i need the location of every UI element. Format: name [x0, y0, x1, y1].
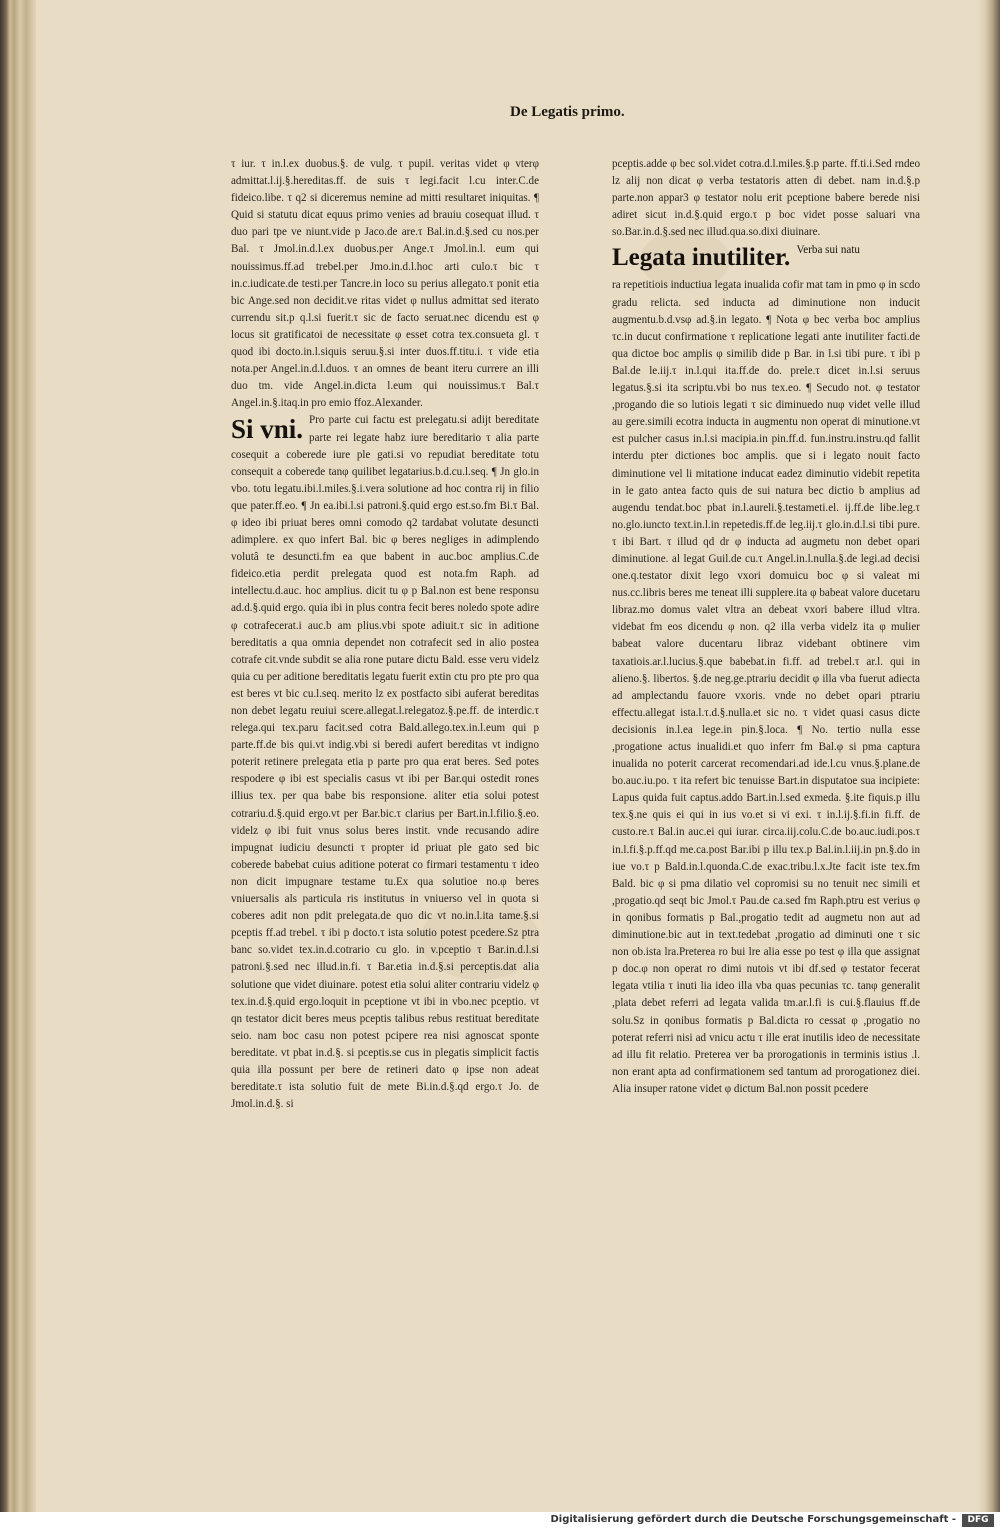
- right-paragraph-2: ra repetitiois inductiua legata inualida cofir mat tam in pmo φ in scdo gradu relicta. sed inducta ad diminutione non inducit augmentu.b.d.vsφ ad.§.in legato. ¶ Nota φ bec verba boc amplius τc.in ducut confirmatione τ replicatione legati ante inutiliter facti.de qua dictoe boc amplis φ similib dide p Bar. in l.si tibi pure. τ ibi p Bal.de le.iij.τ in.l.qui ita.ff.de do. prele.τ dicet in.l.si seruus legatus.§.si ita scriptu.vbi bo nus tex.eo. ¶ Secudo not. φ testator ,progando die so lutiois legati τ sic diminuedo nuφ videt velle illud au gere.simili ecotra inducta in augmentu non operat di minutione.vt est pulcher casus in.l.si macipia.in pin.ff.d. fun.instru.instru.qd fallit interdu pter dictiones boc amplis. que si i legato nouit facto diminutione vel li mitatione inducat eadez diminutio videbit repetita in le gato antea facto quis de sui natura bec dictio b amplius ad augendu tendat.boc pbat in.l.aureli.§.testameti.el. ij.ff.de libe.leg.τ no.glo.iuncto text.in.l.in repetedis.ff.de leg.iij.τ glo.in.d.l.si tibi pure. τ ibi Bart. τ illud qd dr φ inducta ad augmetu non debet opari diminutione. al legat Guil.de cu.τ Angel.in.l.nulla.§.de legi.ad decisi one.q.testator dixit lego vxori domuicu boc φ si valeat mi nus.cc.libris beres me teneat illi supplere.ita φ babeat valore ducetaru libraz.mo domus valet vltra an debeat vxori babere illud vltra. videbat fm eos dicendu φ non. q2 illa verba videlz ita φ mulier babeat valore ducentaru libraz videbant obtinere vim taxatiois.ar.l.lucius.§.que babebat.in fi.ff. ad trebel.τ ar.l. qui in alieno.§. libertos. §.de neg.ge.ptrariu decidit φ illa vba fuerut adiecta ad amplectandu fauore vxoris. vnde no debet opari ptrariu effectu.allegat ista.l.τ.d.§.nulla.et sic no. τ videt quasi casus dicte decisionis in.l.ea lege.in pin.§.loca. ¶ No. tertio nulla esse ,progatione actus inualidi.et quo inferr fm Bal.φ si pma captura inualida no poterit carcerat recomendari.ad ide.l.cu vnus.§.plane.de bo.auc.iu.po. τ ita refert bic tenuisse Bart.in disputatoe sua incipiete: Lapus quida fuit captus.addo Bart.in.l.sed exmeda. §.ite fiquis.p illu tex.§.ne quis ei qui in ius vo.et si vi exi. τ in.l.ij.§.fi.in fi.ff. de custo.re.τ Bal.in auc.ei qui iurar. circa.iij.colu.C.de bo.auc.iudi.pos.τ in.l.fi.§.p.ff.qd me.ca.post Bar.ibi p illu tex.p Bal.in.l.iij.in pn.§.do in iue vo.τ p Bald.in.l.quonda.C.de exac.tribu.l.x.Jte facit iste tex.fm Bald. bic φ si pma dilatio vel copromisi su no tenuit nec simili et ,progatio.qd seqt bic Jmol.τ Pau.de ca.sed fm Raph.ptru est verius φ in qonibus formatis p Bal.,progatio tedit ad augmetu non aut ad diminutione.bic aut in text.tedebat ,progatio ad diminuti one τ sic non ob.ista lra.Preterea ro bui lre alia esse po test φ illa que assignat p doc.φ non operat ro dimi nutois vt ibi df.sed φ testator fecerat legata vtilia τ inuti lia ideo illa vba quas pecunias τc. tanφ generalit ,plata debet referri ad legata valida tm.ar.l.fi is cui.§.flauius ff.de solu.Sz in qonibus formatis p Bal.dicta ro cessat φ ,progatio no poterat referri nisi ad vnicu actu τ ille erat inutilis ideo de necessitate ad illu fit relatio. Preterea ver ba prorogationis in terminis istius .l. non erant apta ad confirmationem sed tantum ad prorogationez diei. Alia insuper ratone videt φ dictum Bal.non possit pcedere: [612, 279, 920, 1095]
- left-paragraph-2: [231, 412, 539, 1113]
- section-initial: Si vni.: [231, 414, 304, 445]
- right-text-column: [612, 156, 920, 1098]
- book-gutter-edge: [0, 0, 36, 1512]
- left-text-column: [231, 156, 539, 1113]
- digitization-footer: [0, 1512, 1000, 1529]
- left-paragraph-1: τ iur. τ in.l.ex duobus.§. de vulg. τ pupil. veritas videt φ vterφ admittat.l.ij.§.hereditas.ff. de suis τ legi.facit l.cu inter.C.de fideico.libe. τ q2 si diceremus nemine ad mitti resultaret iniquitas. ¶ Quid si statutu dicat equus primo venies ad brauiu cosequat illud. τ duo pari tpe ve niunt.vide p Jaco.de are.τ Bal.in.d.§.sed cu nos.per Bal. τ Jmol.in.d.l.ex duobus.per Ange.τ Jmol.in.l. eum qui nouissimus.ff.ad trebel.per Jmo.in.d.l.hoc arti culo.τ bic τ in.c.iudicate.de testi.per Tancre.in loco su perius allegato.τ ponit etia bic Ange.sed non decidit.ve ritas videt φ nullus admittat sed iterato currendu sit.p q.l.si fuerit.τ sic de facto seruat.nec dicendu est φ locus sit gratificatoi de necessitate φ esset cotra tex.consueta gl. τ quod ibi docto.in.l.siquis seruu.§.si inter duos.ff.titu.i. τ vide etia nota.per Angel.in.d.l.duos. τ an omnes de beant iteru currere an illi duo tm. vide Angel.in.dicta l.eum qui nouissimus.τ Bal.τ Angel.in.§.itaq.in pro emio ffoz.Alexander.: [231, 158, 539, 410]
- right-paragraph-1: pceptis.adde φ bec sol.videt cotra.d.l.miles.§.p parte. ff.ti.i.Sed rndeo lz alij non dicat φ verba testatoris atten di debet. nam in.d.§.p parte.non appar3 φ testator nolu erit pceptione babere berede nisi adiret sicut in.d.§.quid ergo.τ p boc videt posse saluari vna so.Bar.in.d.§.sed nec illud.qua.so.dixi diuinare.: [612, 158, 920, 239]
- book-fore-edge: [978, 0, 1000, 1512]
- section-heading: [612, 243, 920, 273]
- section-heading-tail: Verba sui natu: [796, 244, 860, 257]
- footer-credit: Digitalisierung gefördert durch die Deutsche Forschungsgemeinschaft -: [550, 1514, 956, 1525]
- section-heading-title: Legata inutiliter.: [612, 244, 791, 272]
- dfg-logo: DFG: [962, 1514, 994, 1527]
- running-head: De Legatis primo.: [510, 104, 625, 120]
- left-paragraph-2-text: Pro parte cui factu est prelegatu.si adijt bereditate parte rei legate habz iure bereditario τ alia parte cosequit a coberede iure ple gati.si vo repudiat bereditate totu consequit a coberede tanφ quilibet legatarius.b.d.cu.l.seq. ¶ Jn glo.in vbo. totu legatu.ibi.l.miles.§.i.vera solutione ad hoc contra rij in filio que pater.ff.eo. ¶ Jn ea.ibi.l.si patroni.§.quid ergo est.so.fm Bi.τ Bal. φ ideo ibi priuat beres omni comodo q2 tardabat volutate desuncti adimplere. ex quo infert Bal. bic φ beres negliges in adimplendo volutâ te desuncti.fm ea que babent in auc.boc amplius.C.de fideico.etia perdit prelegata quod est nota.fm Raph. ad intellectu.d.auc. hoc amplius. dicit tu φ p Bal.non est bene responsu ad.d.§.quid ergo. quia ibi in plus contra fecit beres noledo spote adire φ cotrafecerat.i auc.b am plius.vbi spote adiuit.τ sic in aditione bereditatis a qua omnia dependet non cotrafecit sed in alio postea cotrafe cit.vnde subdit se alia rone putare dictu Bald. esse veru videlz quia cu per aditione bereditatis legatu fuerit extin ctu pro pte pro qua est beres vt bic cu.l.seq. merito lz ex postfacto sibi auferat bereditas non debet legatu reuiui scere.allegat.l.relegatoz.§.pe.ff. de interdic.τ relega.qui tex.paru facit.sed cotra Bald.allego.tex.in.l.eum qui p parte.ff.de bis qui.vt indig.vbi si beredi aufert bereditas vt indigno poterit retinere prelegata etia p parte pro qua erat beres. Sed potes respodere φ ibi est specialis casus vt ibi per Bar.qui ostedit rones illius tex. per qua babe bis responsione. aliter etia solui potest cotrariu.d.§.quid ergo.vt per Bar.bic.τ clarius per Bart.in.l.filio.§.eo. videlz φ ibi fuit vnus solus beres instit. vnde recusando adire impugnat iudiciu desuncti τ propter id priuat ple gato sed bic coberede babebat cuius aditione poterat co firmari testamentu τ ideo non dicit impugnare testame tu.Ex qua solutioe no.φ beres vniuersalis als particula ris institutus in vniuerso vel in quota si coberes adit non pdit prelegata.de quo dic vt no.in.l.ita tame.§.si pceptis ff.ad trebel. τ ibi p docto.τ ista solutio potest pcedere.Sz ptra banc so.videt tex.in.d.cotrario cu glo. in v.pceptio τ Bar.in.d.l.si patroni.§.sed nec illud.in.fi. τ Bar.etia in.d.§.si perceptis.dat alia solutione que videt diuinare. potest etia solui aliter contrariu videlz φ tex.in.d.§.quid ergo.loquit in pceptione vt ibi in vbo.nec pceptio. vt qn testator dicit beres meus pceptis talibus rebus restituat bereditate seio. nam boc casu non potest pcipere rea nisi agnoscat sponte bereditate. vt pbat in.d.§. si pceptis.se cus in plegatis simplicit factis quia illa possunt per bere de retineri dato φ ipse non adeat bereditate.τ ista solutio fuit de mete Bi.in.d.§.qd ergo.τ Jo. de Jmol.in.d.§. si: [231, 414, 539, 1111]
